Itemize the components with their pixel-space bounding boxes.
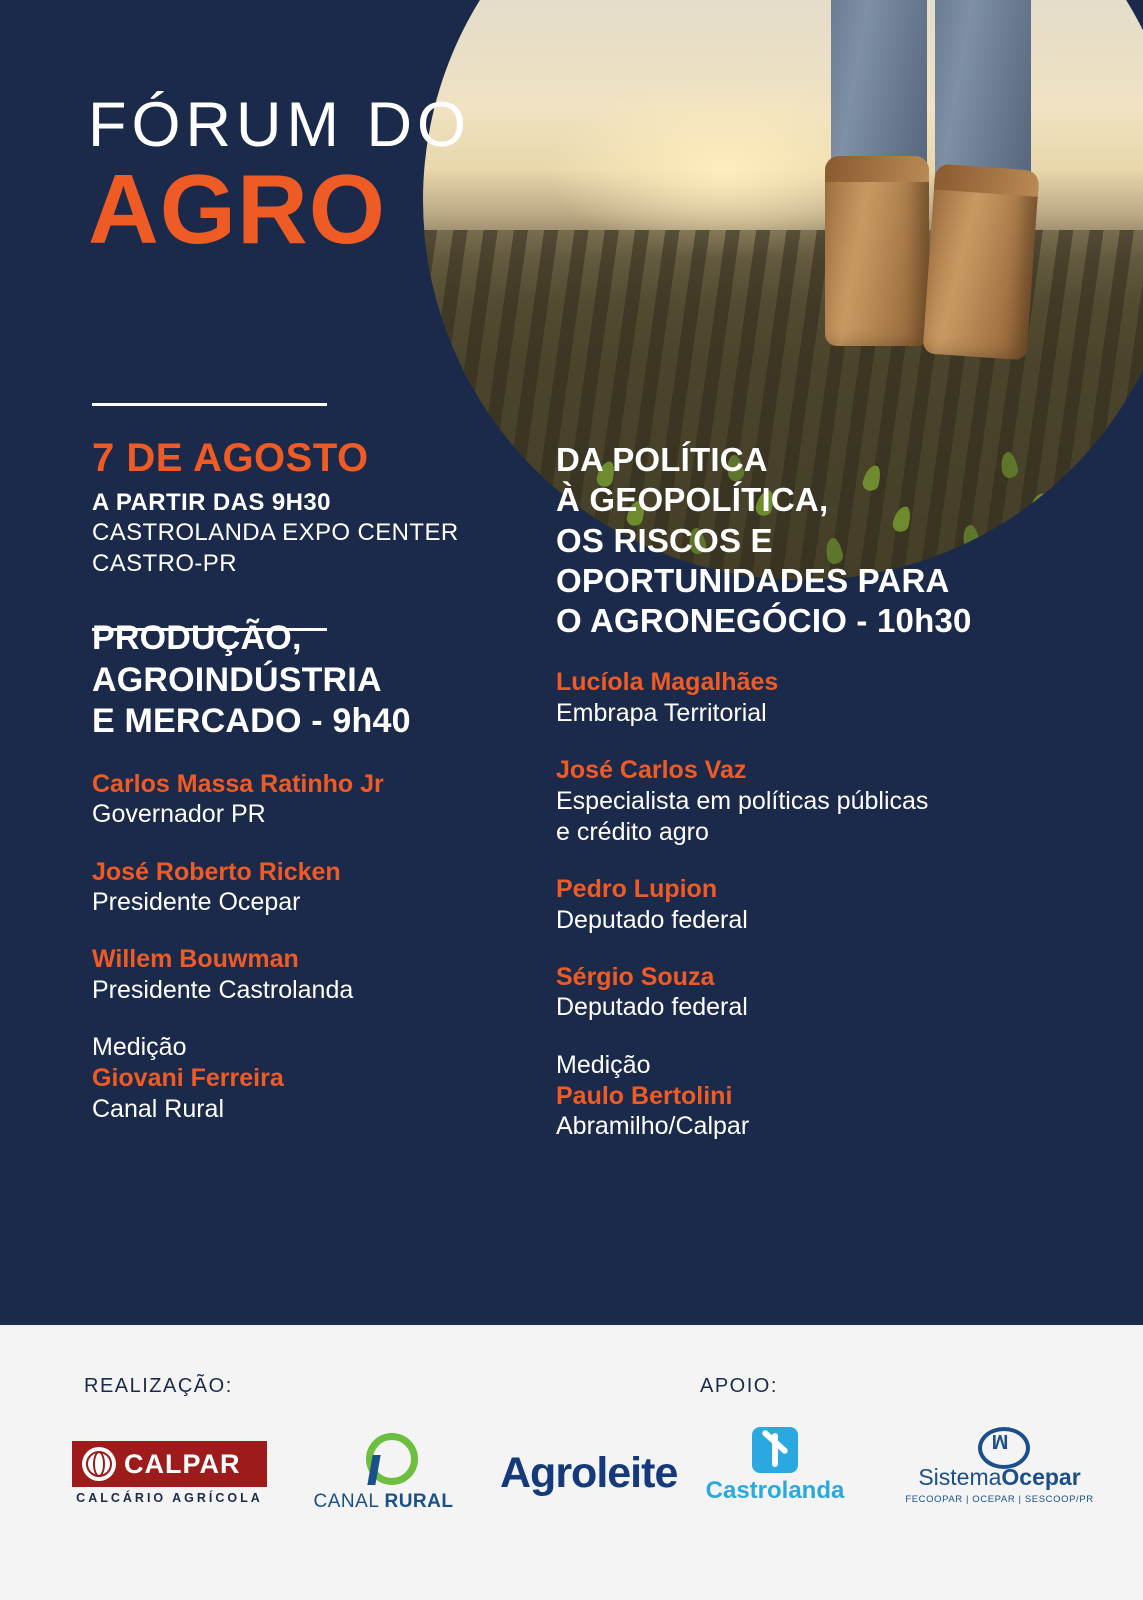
boot-left xyxy=(825,156,929,346)
panel-2-title-line-5: O AGRONEGÓCIO - 10h30 xyxy=(556,602,972,639)
canal-rural-logo xyxy=(301,1433,466,1513)
title-line-1: FÓRUM DO xyxy=(88,90,471,160)
speaker-item xyxy=(556,874,1066,936)
speaker-name: Sérgio Souza xyxy=(556,962,715,991)
farmer-figure xyxy=(803,0,1093,413)
panel-2-title-line-1: DA POLÍTICA xyxy=(556,441,768,478)
right-column xyxy=(556,440,1066,1169)
speaker-name: Lucíola Magalhães xyxy=(556,668,779,697)
mediation-label: Medição xyxy=(556,1050,651,1079)
calpar-tagline: CALCÁRIO AGRÍCOLA xyxy=(76,1491,263,1505)
boot-right xyxy=(922,163,1039,360)
ocepar-word: Ocepar xyxy=(1001,1464,1081,1490)
globe-icon xyxy=(82,1447,116,1481)
castrolanda-wordmark: Castrolanda xyxy=(705,1477,845,1504)
panel-2-title-line-3: OS RISCOS E xyxy=(556,521,773,559)
rural-word: RURAL xyxy=(384,1491,454,1512)
speaker-role: Presidente Ocepar xyxy=(92,888,301,917)
venue-line-1: CASTROLANDA EXPO CENTER xyxy=(92,518,459,546)
sistema-ocepar-logo xyxy=(892,1427,1107,1505)
panel-2-title-line-2: À GEOPOLÍTICA, xyxy=(556,481,829,519)
calpar-logo xyxy=(72,1441,267,1505)
panel-1-title-line-1: PRODUÇÃO, xyxy=(92,619,302,658)
mediation-block xyxy=(556,1050,1066,1143)
agroleite-logo: Agroleite xyxy=(500,1448,678,1497)
speaker-name: Carlos Massa Ratinho Jr xyxy=(92,769,384,798)
mediator-name: Paulo Bertolini xyxy=(556,1081,733,1110)
speaker-item xyxy=(92,769,522,831)
sponsor-footer xyxy=(0,1325,1143,1600)
mediator-role: Abramilho/Calpar xyxy=(556,1112,750,1141)
left-column xyxy=(92,436,522,1151)
panel-1-title-line-2: AGROINDÚSTRIA xyxy=(92,660,382,699)
speaker-role: Especialista em políticas públicas xyxy=(556,786,929,815)
calpar-wordmark: CALPAR xyxy=(124,1448,241,1479)
sistema-word: Sistema xyxy=(918,1464,1002,1490)
speaker-role: Deputado federal xyxy=(556,905,748,934)
speaker-name: José Roberto Ricken xyxy=(92,857,341,886)
event-date: 7 DE AGOSTO xyxy=(92,436,369,480)
panel-2-speakers xyxy=(556,667,1066,1142)
canal-rural-mark-icon xyxy=(360,1433,408,1485)
divider-top xyxy=(92,403,327,406)
canal-word: CANAL xyxy=(313,1491,385,1512)
event-start-time: A PARTIR DAS 9H30 xyxy=(92,488,331,516)
speaker-item xyxy=(556,667,1066,729)
mediator-role: Canal Rural xyxy=(92,1094,225,1123)
windmill-icon xyxy=(752,1427,798,1473)
realizacao-logos xyxy=(72,1433,677,1513)
jeans-right xyxy=(935,0,1031,183)
panel-2-title-line-4: OPORTUNIDADES PARA xyxy=(556,561,950,599)
mediation-block xyxy=(92,1032,522,1125)
title-line-2: AGRO xyxy=(88,154,386,265)
speaker-name: Pedro Lupion xyxy=(556,875,718,903)
speaker-role: Presidente Castrolanda xyxy=(92,975,354,1004)
apoio-logos xyxy=(700,1427,1107,1505)
venue-line-2: CASTRO-PR xyxy=(92,549,237,577)
castrolanda-logo xyxy=(700,1427,850,1505)
speaker-role-cont: e crédito agro xyxy=(556,817,709,846)
panel-1-speakers xyxy=(92,769,522,1125)
apoio-label: APOIO: xyxy=(700,1375,778,1397)
ocepar-mark-icon xyxy=(978,1427,1022,1461)
mediation-label: Medição xyxy=(92,1033,187,1062)
speaker-name: Willem Bouwman xyxy=(92,945,299,974)
speaker-role: Governador PR xyxy=(92,800,266,829)
speaker-name: José Carlos Vaz xyxy=(556,756,747,784)
speaker-role: Deputado federal xyxy=(556,993,748,1022)
speaker-item xyxy=(556,962,1066,1024)
mediator-name: Giovani Ferreira xyxy=(92,1064,284,1093)
speaker-item xyxy=(92,944,522,1006)
speaker-item xyxy=(92,857,522,919)
panel-1-title-line-3: E MERCADO - 9h40 xyxy=(92,702,411,741)
ocepar-subtitle: FECOOPAR | OCEPAR | SESCOOP/PR xyxy=(905,1494,1094,1505)
panel-2-title xyxy=(556,440,1066,641)
panel-1-title xyxy=(92,618,522,742)
poster-title xyxy=(88,90,471,265)
realizacao-label: REALIZAÇÃO: xyxy=(84,1375,233,1397)
speaker-role: Embrapa Territorial xyxy=(556,698,767,727)
speaker-item xyxy=(556,755,1066,848)
